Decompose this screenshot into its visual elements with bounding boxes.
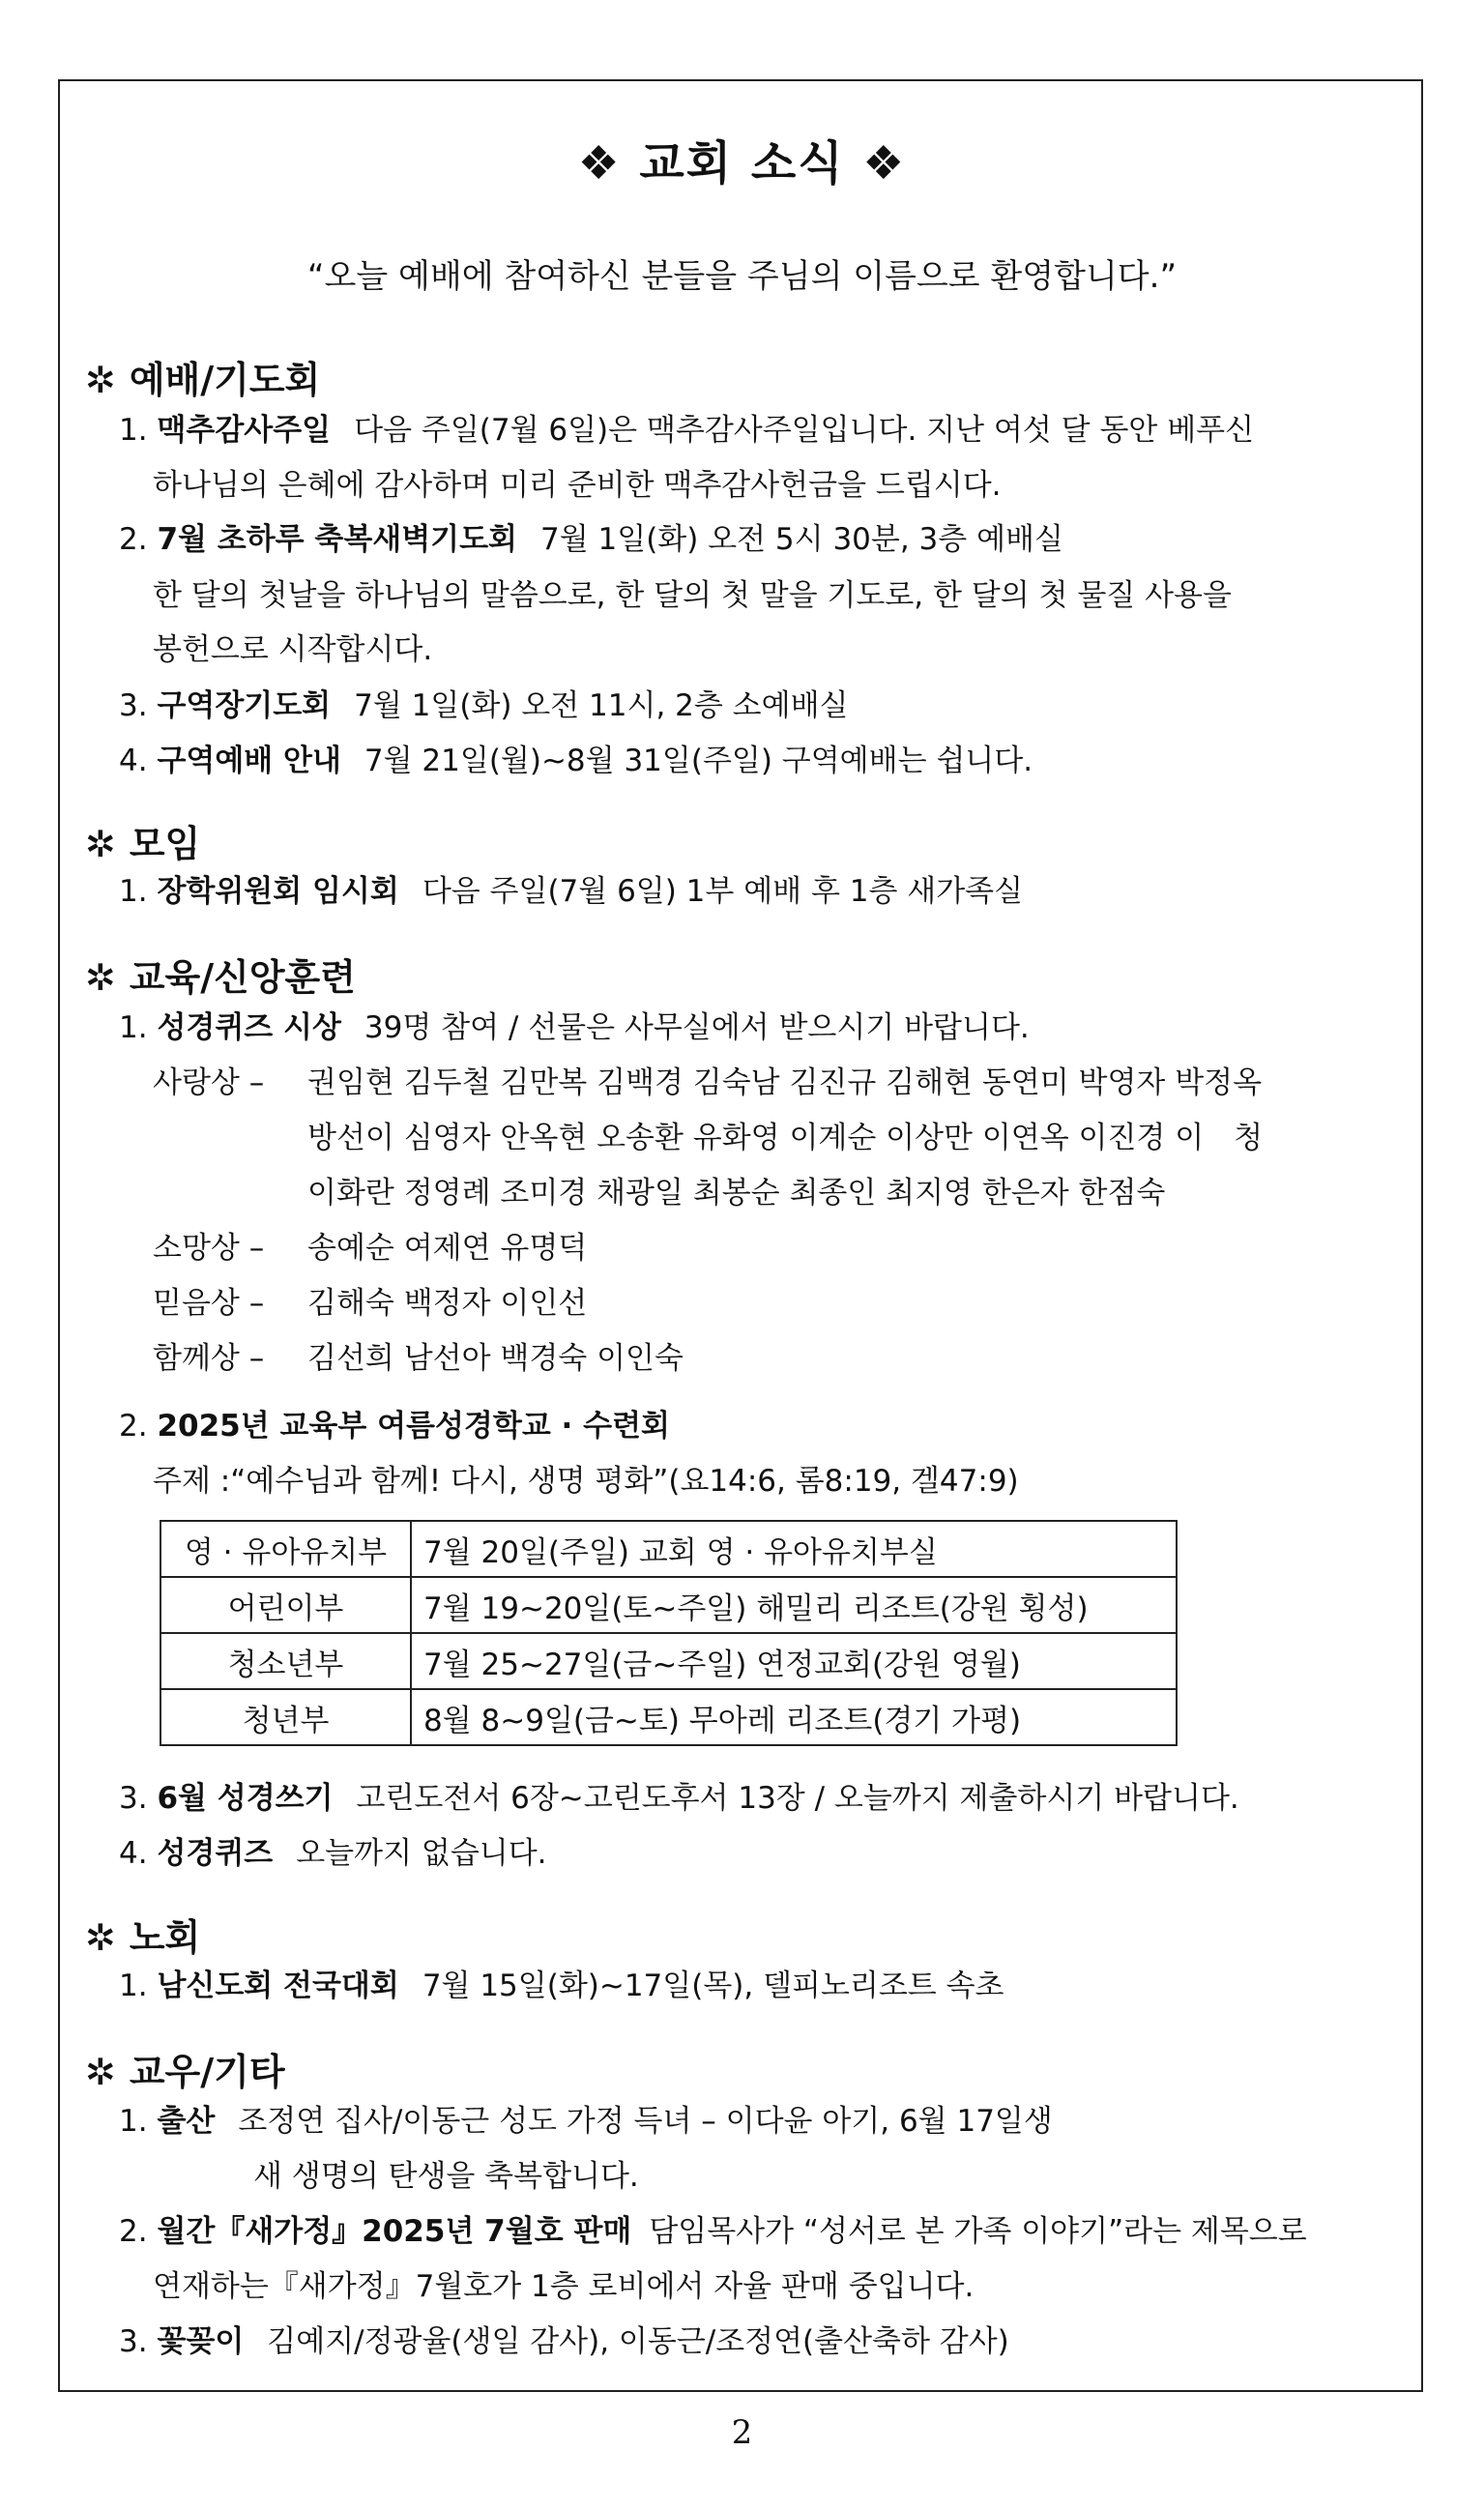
worship-item-4: 4. 구역예배 안내 7월 21일(월)~8월 31일(주일) 구역예배는 쉽니다. (119, 744, 1033, 778)
camp-schedule-table (160, 1520, 1178, 1746)
table-row: 청년부 8월 8~9일(금~토) 무아레 리조트(경기 가평) (160, 1689, 1177, 1745)
worship-item-2-cont-2: 봉헌으로 시작합시다. (153, 632, 433, 667)
star-icon: ✲ (85, 2051, 116, 2093)
star-icon: ✲ (85, 823, 116, 865)
welcome-message: “오늘 예배에 참여하신 분들을 주님의 이름으로 환영합니다.” (306, 257, 1178, 296)
award-faith-names: 김해숙 백정자 이인선 (307, 1286, 588, 1321)
table-row: 청소년부 7월 25~27일(금~주일) 연정교회(강원 영월) (160, 1633, 1177, 1689)
members-item-1-cont: 새 생명의 탄생을 축복합니다. (253, 2159, 639, 2194)
presbytery-item-1: 1. 남신도회 전국대회 7월 15일(화)~17일(목), 델피노리조트 속초 (119, 1969, 1004, 2003)
worship-item-2: 2. 7월 초하루 축복새벽기도회 7월 1일(화) 오전 5시 30분, 3층 예배실 (119, 522, 1063, 557)
section-heading-members: ✲ 교우/기타 (85, 2051, 285, 2093)
members-item-2-cont: 연재하는『새가정』7월호가 1층 로비에서 자율 판매 중입니다. (153, 2269, 975, 2304)
education-bible-quiz: 4. 성경퀴즈 오늘까지 없습니다. (119, 1836, 547, 1871)
award-hope-label: 소망상 – (153, 1231, 265, 1266)
education-quiz-award: 1. 성경퀴즈 시상 39명 참여 / 선물은 사무실에서 받으시기 바랍니다. (119, 1010, 1030, 1045)
members-item-1: 1. 출산 조정연 집사/이동근 성도 가정 득녀 – 이다윤 아기, 6월 17일생 (119, 2104, 1053, 2139)
education-camp-theme: 주제 :“예수님과 함께! 다시, 생명 평화”(요14:6, 롬8:19, 겔47:9) (153, 1464, 1019, 1499)
award-together-names: 김선희 남선아 백경숙 이인숙 (307, 1341, 684, 1376)
table-row: 어린이부 7월 19~20일(토~주일) 해밀리 리조트(강원 횡성) (160, 1577, 1177, 1633)
worship-item-2-cont-1: 한 달의 첫날을 하나님의 말씀으로, 한 달의 첫 말을 기도로, 한 달의 첫 물질 사용을 (153, 578, 1232, 613)
award-hope-names: 송예순 여제연 유명덕 (307, 1231, 588, 1266)
education-camp: 2. 2025년 교육부 여름성경학교 · 수련회 (119, 1409, 670, 1444)
section-heading-worship: ✲ 예배/기도회 (85, 359, 321, 401)
meeting-item-1: 1. 장학위원회 임시회 다음 주일(7월 6일) 1부 예배 후 1층 새가족실 (119, 874, 1024, 909)
members-item-3: 3. 꽃꽂이 김예지/정광율(생일 감사), 이동근/조정연(출산축하 감사) (119, 2324, 1009, 2359)
page-title: ❖ 교회 소식 ❖ (577, 136, 907, 190)
award-love-names-2: 방선이 심영자 안옥현 오송환 유화영 이계순 이상만 이연옥 이진경 이 청 (307, 1121, 1264, 1155)
award-faith-label: 믿음상 – (153, 1286, 265, 1321)
page-number: 2 (731, 2413, 753, 2452)
award-together-label: 함께상 – (153, 1341, 265, 1376)
star-icon: ✲ (85, 1916, 116, 1959)
star-icon: ✲ (85, 359, 116, 401)
worship-item-1-cont: 하나님의 은혜에 감사하며 미리 준비한 맥추감사헌금을 드립시다. (153, 468, 1002, 503)
section-heading-education: ✲ 교육/신앙훈련 (85, 956, 356, 999)
members-item-2: 2. 월간『새가정』2025년 7월호 판매 담임목사가 “성서로 본 가족 이야기”라는 제목으로 (119, 2214, 1307, 2249)
award-love-names-3: 이화란 정영례 조미경 채광일 최봉순 최종인 최지영 한은자 한점숙 (307, 1176, 1166, 1211)
table-row: 영 · 유아유치부 7월 20일(주일) 교회 영 · 유아유치부실 (160, 1521, 1177, 1577)
worship-item-1: 1. 맥추감사주일 다음 주일(7월 6일)은 맥추감사주일입니다. 지난 여섯 달 동안 베푸신 (119, 413, 1255, 448)
worship-item-3: 3. 구역장기도회 7월 1일(화) 오전 11시, 2층 소예배실 (119, 688, 849, 723)
award-love-label: 사랑상 – (153, 1065, 265, 1100)
section-heading-presbytery: ✲ 노회 (85, 1916, 201, 1959)
education-bible-writing: 3. 6월 성경쓰기 고린도전서 6장~고린도후서 13장 / 오늘까지 제출하시기 바랍니다. (119, 1781, 1239, 1816)
award-love-names-1: 권임현 김두철 김만복 김백경 김숙남 김진규 김해현 동연미 박영자 박정옥 (307, 1065, 1263, 1100)
star-icon: ✲ (85, 956, 116, 999)
section-heading-meeting: ✲ 모임 (85, 823, 201, 865)
